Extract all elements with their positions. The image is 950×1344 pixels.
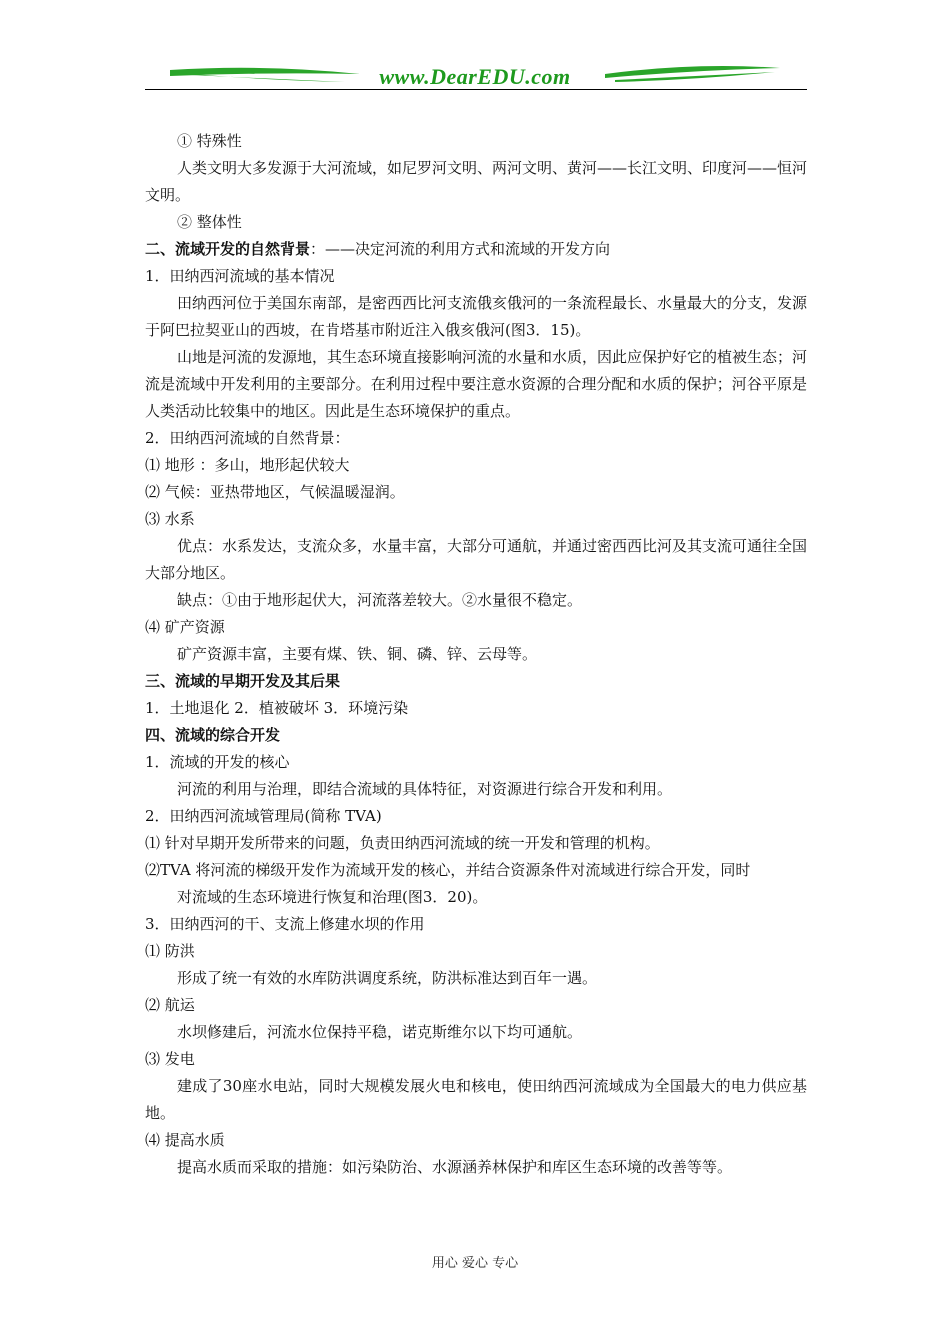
text-line: 优点：水系发达，支流众多，水量丰富，大部分可通航，并通过密西西比河及其支流可通往全国大部分地区。	[145, 537, 808, 582]
text-line: ⑷ 矿产资源	[145, 618, 225, 636]
text-line: 建成了30座水电站，同时大规模发展火电和核电，使田纳西河流域成为全国最大的电力供应基地。	[145, 1077, 807, 1122]
document-body	[145, 128, 807, 1181]
text-line: ⑵ 航运	[145, 996, 195, 1014]
text-line: ⑴ 针对早期开发所带来的问题，负责田纳西河流域的统一开发和管理的机构。	[145, 834, 660, 852]
text-line: ① 特殊性	[177, 132, 242, 150]
text-line: 河流的利用与治理，即结合流域的具体特征，对资源进行综合开发和利用。	[177, 780, 673, 798]
site-header	[145, 60, 805, 92]
logo-text: www.DearEDU.com	[379, 64, 571, 89]
text-line: ⑵TVA 将河流的梯级开发作为流域开发的核心，并结合资源条件对流域进行综合开发，同时	[145, 861, 751, 879]
text-line: ⑶ 水系	[145, 510, 195, 528]
text-line: 1．土地退化 2．植被破坏 3．环境污染	[145, 699, 409, 717]
heading-note: ：——决定河流的利用方式和流域的开发方向	[310, 240, 611, 258]
text-line: 对流域的生态环境进行恢复和治理(图3．20)。	[177, 888, 488, 906]
text-line: 矿产资源丰富，主要有煤、铁、铜、磷、锌、云母等。	[177, 645, 538, 663]
text-line: 四、流域的综合开发	[145, 726, 281, 744]
text-line: ⑷ 提高水质	[145, 1131, 225, 1149]
text-line: 人类文明大多发源于大河流域，如尼罗河文明、两河文明、黄河——长江文明、印度河——恒河文明。	[145, 159, 808, 204]
text-line: 山地是河流的发源地，其生态环境直接影响河流的水量和水质，因此应保护好它的植被生态；河流是流域中开发利用的主要部分。在利用过程中要注意水资源的合理分配和水质的保护；河谷平原是人类活动比较集中的地区。因此是生态环境保护的重点。	[145, 348, 808, 420]
page-footer: 用心 爱心 专心	[431, 1256, 519, 1271]
text-line: 1．田纳西河流域的基本情况	[145, 267, 335, 285]
text-line: 缺点：①由于地形起伏大，河流落差较大。②水量很不稳定。	[177, 591, 583, 609]
text-line: 田纳西河位于美国东南部，是密西西比河支流俄亥俄河的一条流程最长、水量最大的分支，发源于阿巴拉契亚山的西坡，在肯塔基市附近注入俄亥俄河(图3．15)。	[145, 294, 808, 339]
text-line: 3．田纳西河的干、支流上修建水坝的作用	[145, 915, 425, 933]
text-line: 三、流域的早期开发及其后果	[145, 672, 341, 690]
text-line	[145, 236, 807, 263]
text-line: ⑶ 发电	[145, 1050, 195, 1068]
text-line: 2．田纳西河流域的自然背景：	[145, 429, 350, 447]
text-line: 1．流域的开发的核心	[145, 753, 290, 771]
header-rule	[145, 89, 807, 90]
text-line: ⑴ 地形 ：多山，地形起伏较大	[145, 456, 350, 474]
text-line: ② 整体性	[177, 213, 242, 231]
text-line: 形成了统一有效的水库防洪调度系统，防洪标准达到百年一遇。	[177, 969, 598, 987]
text-line: 水坝修建后，河流水位保持平稳，诺克斯维尔以下均可通航。	[177, 1023, 583, 1041]
text-line: ⑵ 气候：亚热带地区，气候温暖湿润。	[145, 483, 405, 501]
section-heading: 二、流域开发的自然背景	[145, 240, 311, 258]
text-line: 2．田纳西河流域管理局(简称 TVA)	[145, 807, 382, 825]
text-line: ⑴ 防洪	[145, 942, 195, 960]
text-line: 提高水质而采取的措施：如污染防治、水源涵养林保护和库区生态环境的改善等等。	[177, 1158, 733, 1176]
